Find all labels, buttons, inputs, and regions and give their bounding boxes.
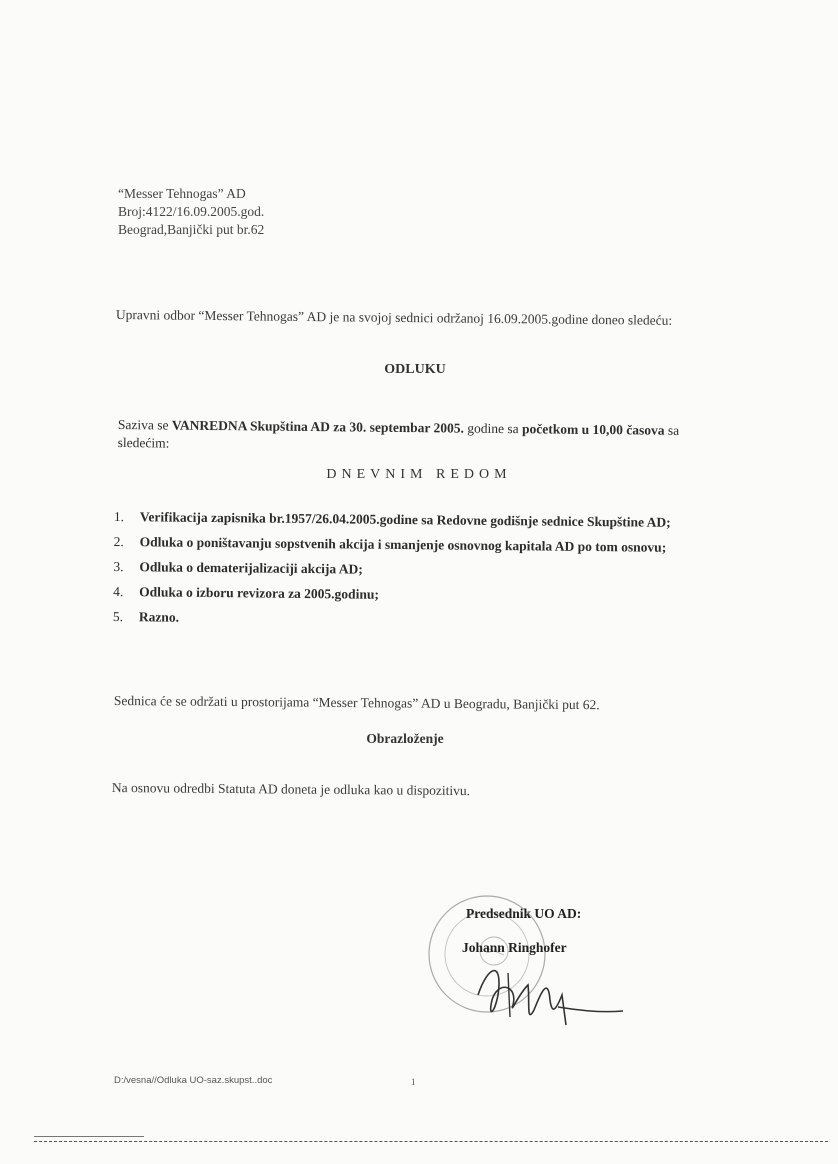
list-item	[114, 533, 710, 557]
item-text: Razno.	[138, 609, 180, 625]
company-address: Beograd,Banjički put br.62	[118, 222, 265, 237]
list-item	[113, 558, 709, 582]
page-number: 1	[411, 1077, 416, 1087]
agenda-list	[113, 508, 710, 639]
reasoning-title: Obrazloženje	[366, 731, 444, 746]
convocation-paragraph	[118, 416, 708, 458]
agenda-title: DNEVNIM REDOM	[326, 467, 512, 482]
letterhead	[118, 185, 264, 239]
footer-file-path: D:/vesna//Odluka UO-saz.skupst..doc	[114, 1075, 273, 1086]
item-number: 5.	[112, 608, 124, 625]
signatory-role: Predsednik UO AD:	[466, 906, 582, 921]
list-item	[114, 508, 710, 532]
scan-edge-line	[34, 1136, 144, 1137]
scan-edge-dashed	[34, 1141, 828, 1142]
reasoning-paragraph: Na osnovu odredbi Statuta AD doneta je odluka kao u dispozitivu.	[111, 780, 471, 799]
item-number: 4.	[113, 583, 124, 600]
convocation-text-5: sa sledećim:	[117, 422, 680, 451]
item-text: Odluka o izboru revizora za 2005.godinu;	[139, 584, 379, 602]
document-number: Broj:4122/16.09.2005.god.	[118, 204, 265, 219]
item-number: 1.	[113, 508, 125, 525]
list-item	[113, 583, 709, 607]
company-name: “Messer Tehnogas” AD	[118, 186, 246, 201]
decision-title: ODLUKU	[384, 362, 446, 377]
convocation-text-2: VANREDNA Skupština AD za 30. septembar 2005.	[171, 417, 465, 436]
handwritten-signature	[458, 955, 628, 1035]
item-text: Odluka o poništavanju sopstvenih akcija i smanjenje osnovnog kapitala AD po tom osnovu;	[139, 534, 667, 555]
convocation-text-1: Saziva se	[117, 416, 172, 433]
item-text: Odluka o dematerijalizaciji akcija AD;	[139, 559, 363, 577]
item-number: 2.	[113, 533, 124, 550]
venue-paragraph: Sednica će se održati u prostorijama “Messer Tehnogas” AD u Beogradu, Banjički put 62.	[113, 693, 600, 713]
convocation-text-3: godine sa	[463, 420, 523, 437]
convocation-text-4: početkom u 10,00 časova	[521, 421, 665, 438]
item-number: 3.	[113, 558, 124, 575]
signatory-name: Johann Ringhofer	[462, 940, 567, 955]
list-item	[113, 608, 709, 632]
intro-paragraph: Upravni odbor “Messer Tehnogas” AD je na svojoj sednici održanoj 16.09.2005.godine doneo sledeću:	[115, 306, 673, 328]
item-text: Verifikacija zapisnika br.1957/26.04.2005.godine sa Redovne godišnje sednice Skupštine AD;	[139, 509, 671, 530]
